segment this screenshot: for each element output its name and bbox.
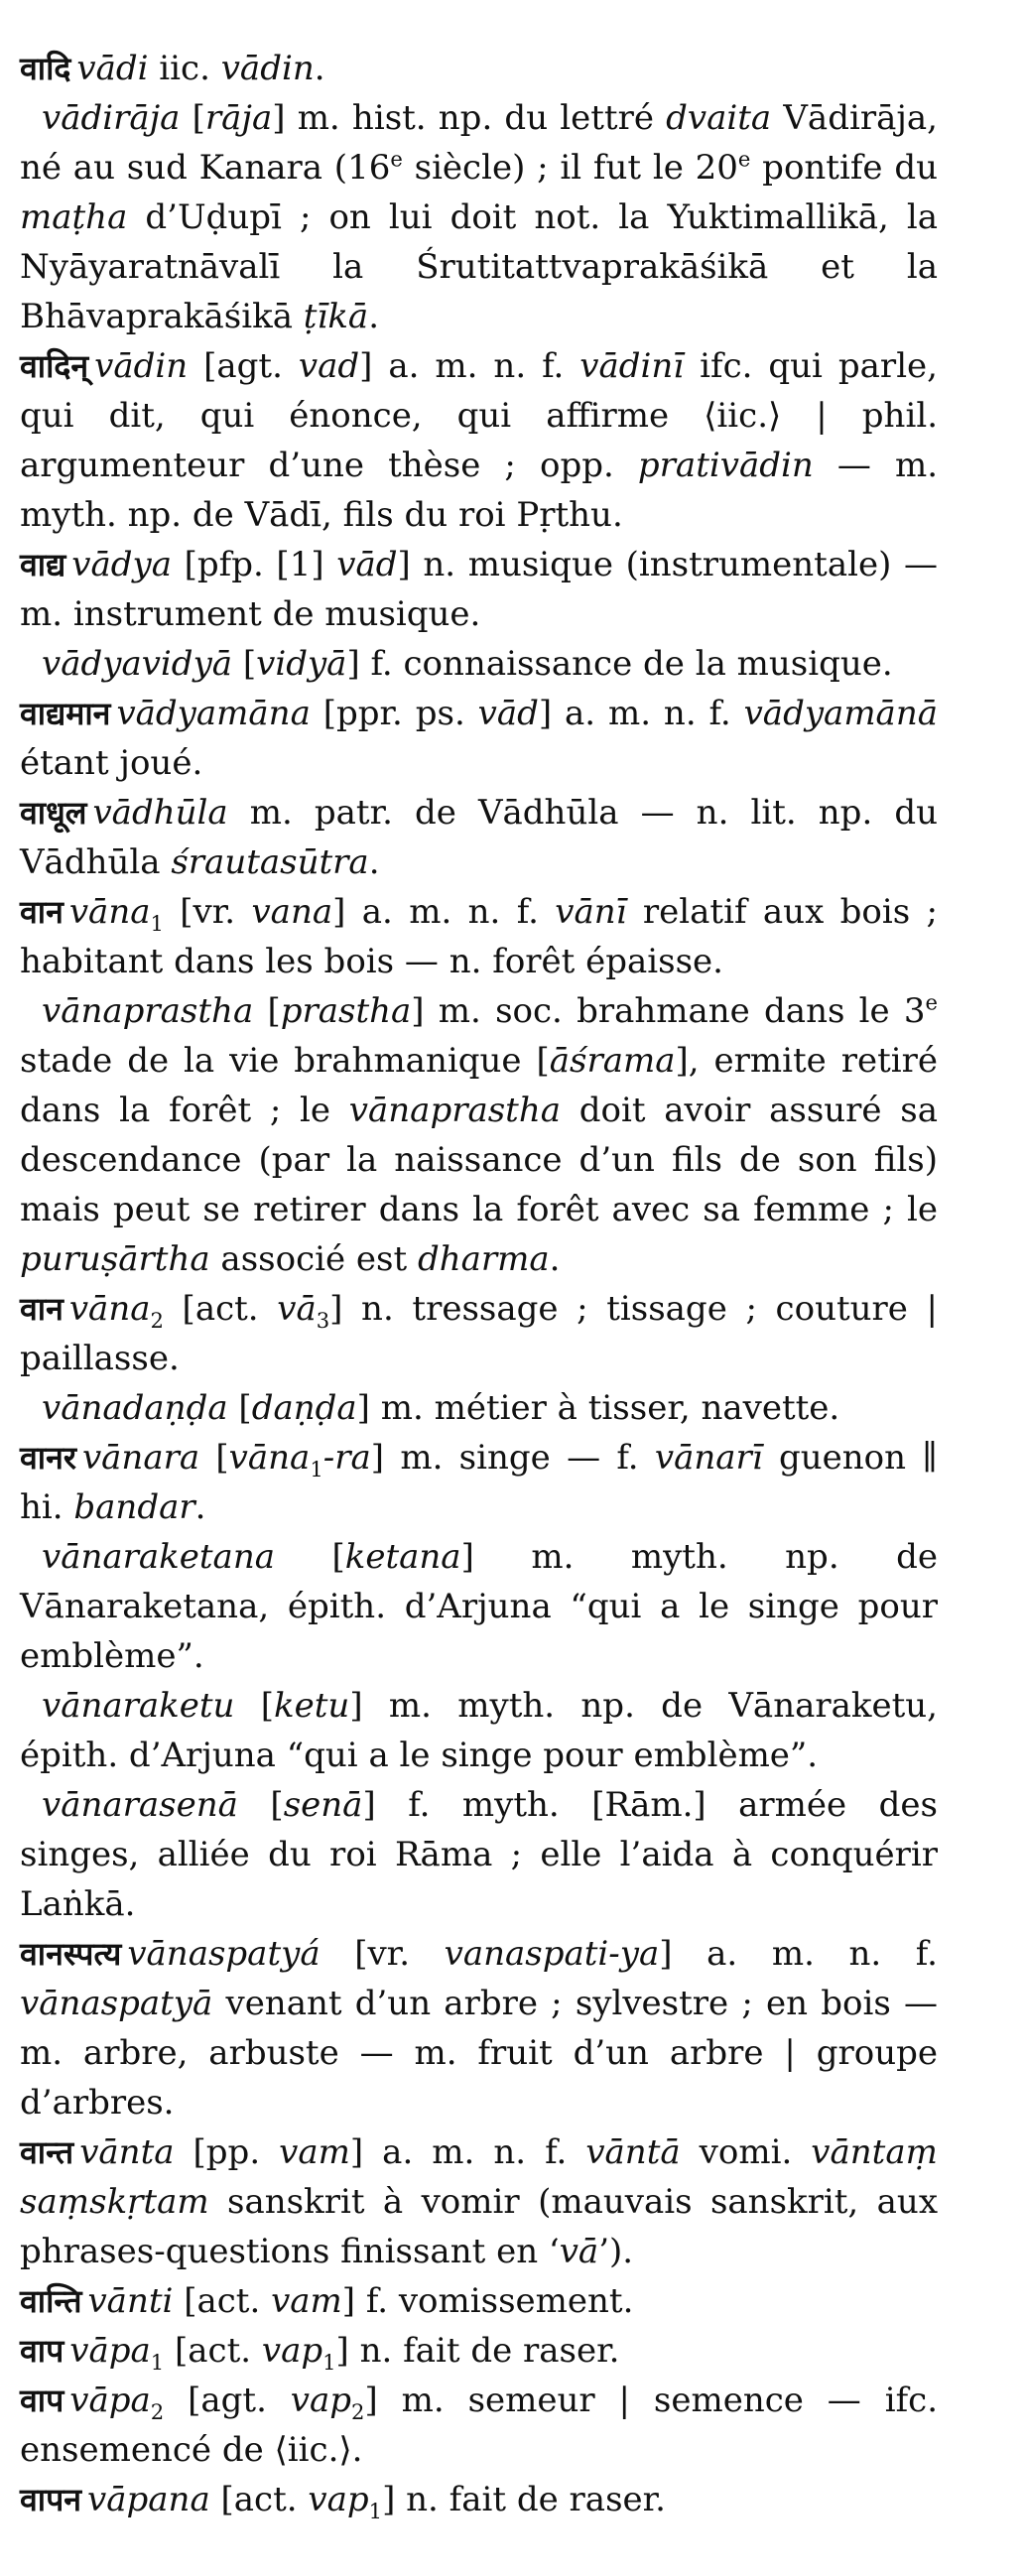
text-run: [vr. [163, 892, 252, 932]
italic-text: vāna [68, 892, 151, 932]
subscript-index: 2 [150, 1307, 164, 1333]
italic-text: vāpa [69, 2381, 151, 2420]
italic-text: vādin [220, 49, 315, 88]
text-run: doit avoir assuré sa descendance (par la naissance d’un fils de son fils) mais peut se retirer dans la forêt avec sa femme ; le [20, 1091, 938, 1229]
text-run: [pfp. [1] [171, 545, 337, 584]
sub-entry [20, 1681, 938, 1780]
dictionary-entry [20, 1929, 938, 2127]
text-run: . [368, 297, 380, 336]
text-run: ] f. myth. [Rām.] armée des singes, alliée du roi Rāma ; elle l’aida à conquérir Laṅkā. [20, 1785, 938, 1924]
text-run: . [194, 1487, 206, 1527]
italic-text: vāna [68, 1289, 151, 1329]
devanagari-headword: वापन [20, 2481, 82, 2518]
italic-text: vā [559, 2232, 599, 2271]
subscript-index: 2 [351, 2398, 365, 2424]
superscript: e [925, 989, 938, 1015]
text-run: Vādirāja, né au sud Kanara (16 [20, 98, 938, 188]
italic-text: vānarī [654, 1438, 763, 1478]
italic-text: vap [308, 2480, 369, 2519]
italic-text: vādyavidyā [42, 644, 233, 684]
text-run: pontife du [750, 148, 939, 188]
text-run: [ [234, 1686, 275, 1726]
text-run: venant d’un arbre ; sylvestre ; en bois — m. arbre, arbuste — m. fruit d’un arbre | groupe d’arbres. [20, 1984, 938, 2123]
italic-text: vam [279, 2132, 350, 2172]
text-run: [ [237, 1785, 284, 1825]
subscript-index: 1 [150, 2349, 165, 2375]
italic-text: vādinī [579, 346, 685, 386]
subscript-index: 1 [150, 910, 164, 936]
italic-text: āśrama [549, 1041, 676, 1081]
text-run: [act. [209, 2480, 309, 2519]
text-run: ] n. tressage ; tissage ; couture | paillasse. [20, 1289, 938, 1378]
text-run: vomi. [680, 2132, 812, 2172]
text-run: stade de la vie brahmanique [ [20, 1041, 550, 1081]
text-run: . [368, 842, 380, 882]
sub-entry [20, 1532, 938, 1681]
text-run: guenon ∥ hi. [20, 1438, 938, 1527]
italic-text: vādi [76, 49, 149, 88]
dictionary-entry [20, 1433, 938, 1532]
sub-entry [20, 1780, 938, 1929]
text-run: d’Uḍupī ; on lui doit not. la Yuktimallikā, la Nyāyaratnāvalī la Śrutitattvaprakāśikā et la Bhāvaprakāśikā [20, 197, 938, 336]
italic-text: bandar [73, 1487, 195, 1527]
italic-text: rāja [204, 98, 273, 138]
italic-text: vānti [87, 2281, 174, 2321]
italic-text: senā [283, 1785, 363, 1825]
dictionary-entry [20, 2276, 938, 2326]
text-run: ifc. qui parle, qui dit, qui énonce, qui affirme ⟨iic.⟩ | phil. argumenteur d’une thèse ; opp. [20, 346, 938, 485]
italic-text: vādyamānā [743, 694, 938, 733]
text-run: — m. myth. np. de Vādī, fils du roi Pṛthu. [20, 446, 939, 535]
text-run: siècle) ; il fut le 20 [402, 148, 738, 188]
text-run: ] a. m. n. f. [359, 346, 580, 386]
text-run: iic. [148, 49, 221, 88]
italic-text: dharma [417, 1239, 550, 1279]
text-run: [ [253, 991, 281, 1031]
text-run: ] m. soc. brahmane dans le 3 [411, 991, 926, 1031]
italic-text: vad [298, 346, 360, 386]
sub-entry [20, 93, 938, 341]
italic-text: vād [336, 545, 398, 584]
dictionary-entry [20, 341, 938, 540]
text-run: ] m. myth. np. de Vānaraketu, épith. d’Arjuna “qui a le singe pour emblème”. [20, 1686, 938, 1775]
italic-text: vānaprastha [348, 1091, 562, 1130]
dictionary-entry [20, 44, 938, 93]
italic-text: vāntā [585, 2132, 681, 2172]
text-run: [agt. [188, 346, 299, 386]
text-run: m. patr. de Vādhūla — n. lit. np. du Vādhūla [20, 793, 938, 882]
italic-text: vānaraketana [42, 1537, 275, 1577]
devanagari-headword: वान्त [20, 2133, 74, 2171]
text-run: [act. [163, 1289, 278, 1329]
dictionary-entry [20, 887, 938, 986]
text-run: relatif aux bois ; habitant dans les bois — n. forêt épaisse. [20, 892, 938, 981]
dictionary-entry [20, 2475, 938, 2524]
italic-text: vāntaṃ saṃskṛtam [20, 2132, 938, 2222]
italic-text: vānadaṇḍa [42, 1388, 228, 1428]
italic-text: vānarasenā [42, 1785, 238, 1825]
italic-text: dvaita [666, 98, 772, 138]
dictionary-entry [20, 540, 938, 639]
devanagari-headword: वादिन् [20, 347, 89, 385]
text-run: ’). [598, 2232, 634, 2271]
italic-text: maṭha [20, 197, 128, 237]
italic-text: vānaspatyá [127, 1934, 321, 1974]
text-run: ] n. fait de raser. [335, 2331, 620, 2371]
italic-text: daṇḍa [251, 1388, 357, 1428]
text-run: étant joué. [20, 743, 203, 783]
text-run: ] f. connaissance de la musique. [346, 644, 893, 684]
text-run: [ppr. ps. [310, 694, 478, 733]
italic-text: vanaspati-ya [444, 1934, 660, 1974]
text-run: [vr. [320, 1934, 445, 1974]
italic-text: vāpa [69, 2331, 151, 2371]
italic-text: vānaprastha [42, 991, 254, 1031]
dictionary-entry [20, 1284, 938, 1383]
italic-text: vap [261, 2331, 323, 2371]
subscript-index: 2 [150, 2398, 165, 2424]
text-run: [ [232, 644, 257, 684]
italic-text: vānī [555, 892, 627, 932]
devanagari-headword: वाद्य [20, 546, 66, 583]
italic-text: ketu [274, 1686, 350, 1726]
italic-text: vānaspatyā [20, 1984, 213, 2023]
dictionary-entry [20, 2127, 938, 2276]
subscript-index: 3 [316, 1307, 330, 1333]
italic-text: vana [251, 892, 333, 932]
italic-text: prativādin [637, 446, 814, 485]
italic-text: vānara [81, 1438, 200, 1478]
dictionary-entry [20, 788, 938, 887]
subscript-index: 1 [322, 2349, 336, 2375]
devanagari-headword: वादि [20, 50, 71, 87]
text-run: . [549, 1239, 561, 1279]
italic-text: vidyā [256, 644, 347, 684]
text-run: . [314, 49, 325, 88]
italic-text: vād [477, 694, 539, 733]
text-run: ] n. fait de raser. [382, 2480, 666, 2519]
italic-text: prastha [280, 991, 412, 1031]
text-run: ] a. m. n. f. [332, 892, 556, 932]
dictionary-entry [20, 2376, 938, 2475]
sub-entry [20, 639, 938, 689]
text-run: ] m. singe — f. [370, 1438, 655, 1478]
text-run: [ [199, 1438, 229, 1478]
text-run: [ [227, 1388, 252, 1428]
italic-text: vāna [228, 1438, 311, 1478]
devanagari-headword: वानर [20, 1439, 76, 1477]
italic-text: puruṣārtha [20, 1239, 210, 1279]
sub-entry [20, 1383, 938, 1433]
italic-text: vam [271, 2281, 342, 2321]
text-run: [ [275, 1537, 345, 1577]
sub-entry [20, 986, 938, 1284]
italic-text: śrautasūtra [171, 842, 369, 882]
dictionary-entry [20, 689, 938, 788]
text-run: [act. [173, 2281, 272, 2321]
italic-text: vā [277, 1289, 317, 1329]
text-run: [agt. [164, 2381, 291, 2420]
superscript: e [390, 146, 403, 172]
devanagari-headword: वानस्पत्य [20, 1935, 122, 1973]
superscript: e [737, 146, 751, 172]
italic-text: ṭīkā [303, 297, 369, 336]
italic-text: -ra [322, 1438, 371, 1478]
devanagari-headword: वाद्यमान [20, 695, 111, 732]
text-run: ], ermite retiré dans la forêt ; le [20, 1041, 938, 1130]
italic-text: ketana [344, 1537, 461, 1577]
devanagari-headword: वान्ति [20, 2282, 82, 2320]
italic-text: vādin [94, 346, 189, 386]
text-run: ] m. métier à tisser, navette. [356, 1388, 840, 1428]
text-run: ] m. semeur | semence — ifc. ensemencé de ⟨iic.⟩. [20, 2381, 938, 2470]
dictionary-entry [20, 2326, 938, 2376]
text-run: [pp. [174, 2132, 280, 2172]
devanagari-headword: वान [20, 893, 64, 931]
devanagari-headword: वाप [20, 2382, 64, 2419]
text-run: ] a. m. n. f. [659, 1934, 938, 1974]
text-run: ] n. musique (instrumentale) — m. instrument de musique. [20, 545, 938, 634]
italic-text: vādyamāna [116, 694, 311, 733]
italic-text: vānaraketu [42, 1686, 235, 1726]
devanagari-headword: वाधूल [20, 794, 87, 832]
text-run: ] f. vomissement. [341, 2281, 634, 2321]
italic-text: vānta [79, 2132, 175, 2172]
text-run: ] a. m. n. f. [538, 694, 744, 733]
italic-text: vāpana [87, 2480, 210, 2519]
text-run: ] m. myth. np. de Vānaraketana, épith. d’Arjuna “qui a le singe pour emblème”. [20, 1537, 938, 1676]
italic-text: vādirāja [42, 98, 181, 138]
italic-text: vādhūla [92, 793, 228, 833]
text-run: ] m. hist. np. du lettré [272, 98, 667, 138]
text-run: sanskrit à vomir (mauvais sanskrit, aux phrases-questions finissant en ‘ [20, 2182, 938, 2271]
text-run: [ [180, 98, 205, 138]
subscript-index: 1 [368, 2498, 383, 2523]
subscript-index: 1 [310, 1456, 323, 1481]
text-run: [act. [164, 2331, 262, 2371]
italic-text: vap [290, 2381, 352, 2420]
text-run: associé est [209, 1239, 418, 1279]
devanagari-headword: वान [20, 1290, 64, 1328]
text-run: ] a. m. n. f. [349, 2132, 586, 2172]
italic-text: vādya [71, 545, 172, 584]
devanagari-headword: वाप [20, 2332, 64, 2370]
